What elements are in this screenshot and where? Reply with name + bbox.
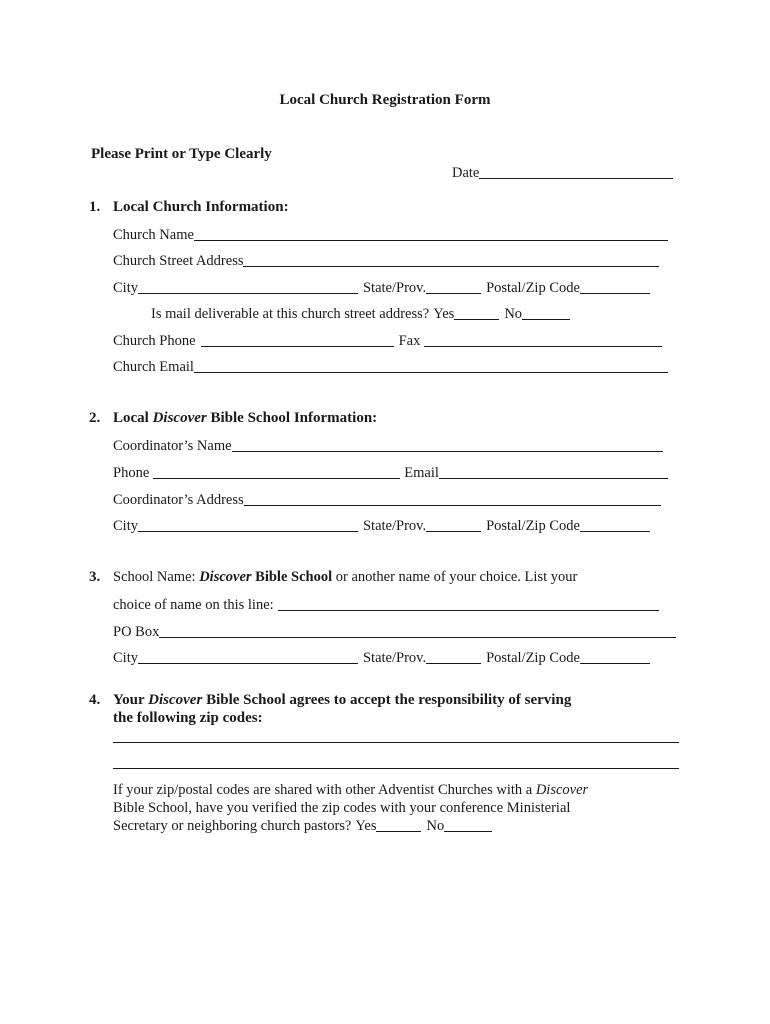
section4-number: 4. [89, 692, 101, 708]
school-name-label: School Name: [113, 569, 196, 585]
note-line-2: Bible School, have you verified the zip codes with your conference Ministerial [113, 800, 571, 816]
mail-yes-field[interactable] [454, 305, 499, 320]
print-instruction: Please Print or Type Clearly [91, 146, 272, 162]
section4-heading-post: Bible School agrees to accept the responsibility of serving [206, 692, 572, 708]
verified-no-label: No [426, 818, 445, 834]
note-pre: If your zip/postal codes are shared with other Adventist Churches with a [113, 782, 533, 798]
street-address-label: Church Street Address [113, 253, 244, 269]
school-city-row [113, 647, 650, 667]
section3-number: 3. [89, 569, 101, 585]
school-choice-row [113, 594, 659, 614]
church-state-field[interactable] [426, 279, 481, 294]
city-label: City [113, 280, 138, 296]
mail-question: Is mail deliverable at this church street address? [151, 306, 430, 322]
date-field[interactable] [479, 164, 673, 179]
note-line-1 [113, 781, 673, 799]
section4-heading-italic: Discover [148, 692, 203, 708]
coordinator-name-row [113, 435, 663, 455]
coordinator-address-field[interactable] [244, 491, 661, 506]
school-choice-label: choice of name on this line: [113, 597, 274, 613]
mail-no-label: No [504, 306, 523, 322]
mail-yes-label: Yes [433, 306, 455, 322]
school-city-label: City [113, 650, 138, 666]
coordinator-address-row [113, 489, 661, 509]
verified-yes-label: Yes [355, 818, 377, 834]
street-address-field[interactable] [243, 252, 659, 267]
coordinator-state-field[interactable] [426, 517, 481, 532]
po-box-field[interactable] [159, 623, 676, 638]
section1-heading: Local Church Information: [113, 199, 289, 215]
coordinator-city-row [113, 515, 650, 535]
school-name-text [113, 569, 577, 586]
coordinator-address-label: Coordinator’s Address [113, 492, 244, 508]
school-postal-field[interactable] [580, 649, 650, 664]
church-email-label: Church Email [113, 359, 194, 375]
church-name-label: Church Name [113, 227, 194, 243]
zip-codes-line-1[interactable] [113, 742, 679, 743]
church-email-row [113, 356, 668, 376]
school-name-bold: Bible School [255, 569, 333, 585]
date-label: Date [452, 165, 480, 181]
note-line-3 [113, 817, 673, 835]
section2-heading-italic: Discover [152, 410, 207, 426]
church-name-row [113, 224, 668, 244]
section2-heading-post: Bible School Information: [210, 410, 378, 426]
form-title: Local Church Registration Form [279, 92, 491, 108]
coordinator-phone-field[interactable] [153, 464, 400, 479]
po-box-label: PO Box [113, 624, 160, 640]
date-row [452, 162, 673, 182]
shared-zip-note [113, 781, 673, 835]
po-box-row [113, 621, 676, 641]
coordinator-phone-row [113, 462, 668, 482]
postal-label: Postal/Zip Code [486, 280, 580, 296]
church-phone-row [113, 330, 662, 350]
fax-label: Fax [398, 333, 421, 349]
mail-deliverable-row [151, 303, 570, 323]
school-name-post: or another name of your choice. List your [335, 569, 578, 585]
church-name-field[interactable] [194, 226, 668, 241]
coordinator-email-field[interactable] [439, 464, 668, 479]
note-italic: Discover [535, 782, 589, 798]
church-street-row [113, 250, 659, 270]
coordinator-postal-field[interactable] [580, 517, 650, 532]
school-state-label: State/Prov. [362, 650, 427, 666]
coordinator-state-label: State/Prov. [362, 518, 427, 534]
fax-field[interactable] [424, 332, 662, 347]
coordinator-phone-label: Phone [113, 465, 150, 481]
church-postal-field[interactable] [580, 279, 650, 294]
coordinator-name-field[interactable] [232, 437, 663, 452]
school-choice-field[interactable] [278, 596, 659, 611]
section2-heading [113, 410, 377, 427]
coordinator-name-label: Coordinator’s Name [113, 438, 232, 454]
note-question: Secretary or neighboring church pastors? [113, 818, 352, 834]
section4-heading [113, 692, 571, 709]
state-label: State/Prov. [362, 280, 427, 296]
church-email-field[interactable] [194, 358, 668, 373]
coordinator-city-field[interactable] [138, 517, 358, 532]
church-phone-label: Church Phone [113, 333, 196, 349]
school-city-field[interactable] [138, 649, 358, 664]
section4-heading-pre: Your [113, 692, 145, 708]
section2-number: 2. [89, 410, 101, 426]
church-phone-field[interactable] [201, 332, 394, 347]
school-postal-label: Postal/Zip Code [486, 650, 580, 666]
section2-heading-pre: Local [113, 410, 149, 426]
coordinator-email-label: Email [404, 465, 439, 481]
school-name-italic: Discover [199, 569, 252, 585]
church-city-field[interactable] [138, 279, 358, 294]
section1-number: 1. [89, 199, 101, 215]
church-city-row [113, 277, 650, 297]
section4-heading-line2: the following zip codes: [113, 710, 263, 726]
school-state-field[interactable] [426, 649, 481, 664]
coordinator-city-label: City [113, 518, 138, 534]
mail-no-field[interactable] [522, 305, 570, 320]
verified-no-field[interactable] [444, 819, 492, 832]
verified-yes-field[interactable] [376, 819, 421, 832]
zip-codes-line-2[interactable] [113, 768, 679, 769]
coordinator-postal-label: Postal/Zip Code [486, 518, 580, 534]
